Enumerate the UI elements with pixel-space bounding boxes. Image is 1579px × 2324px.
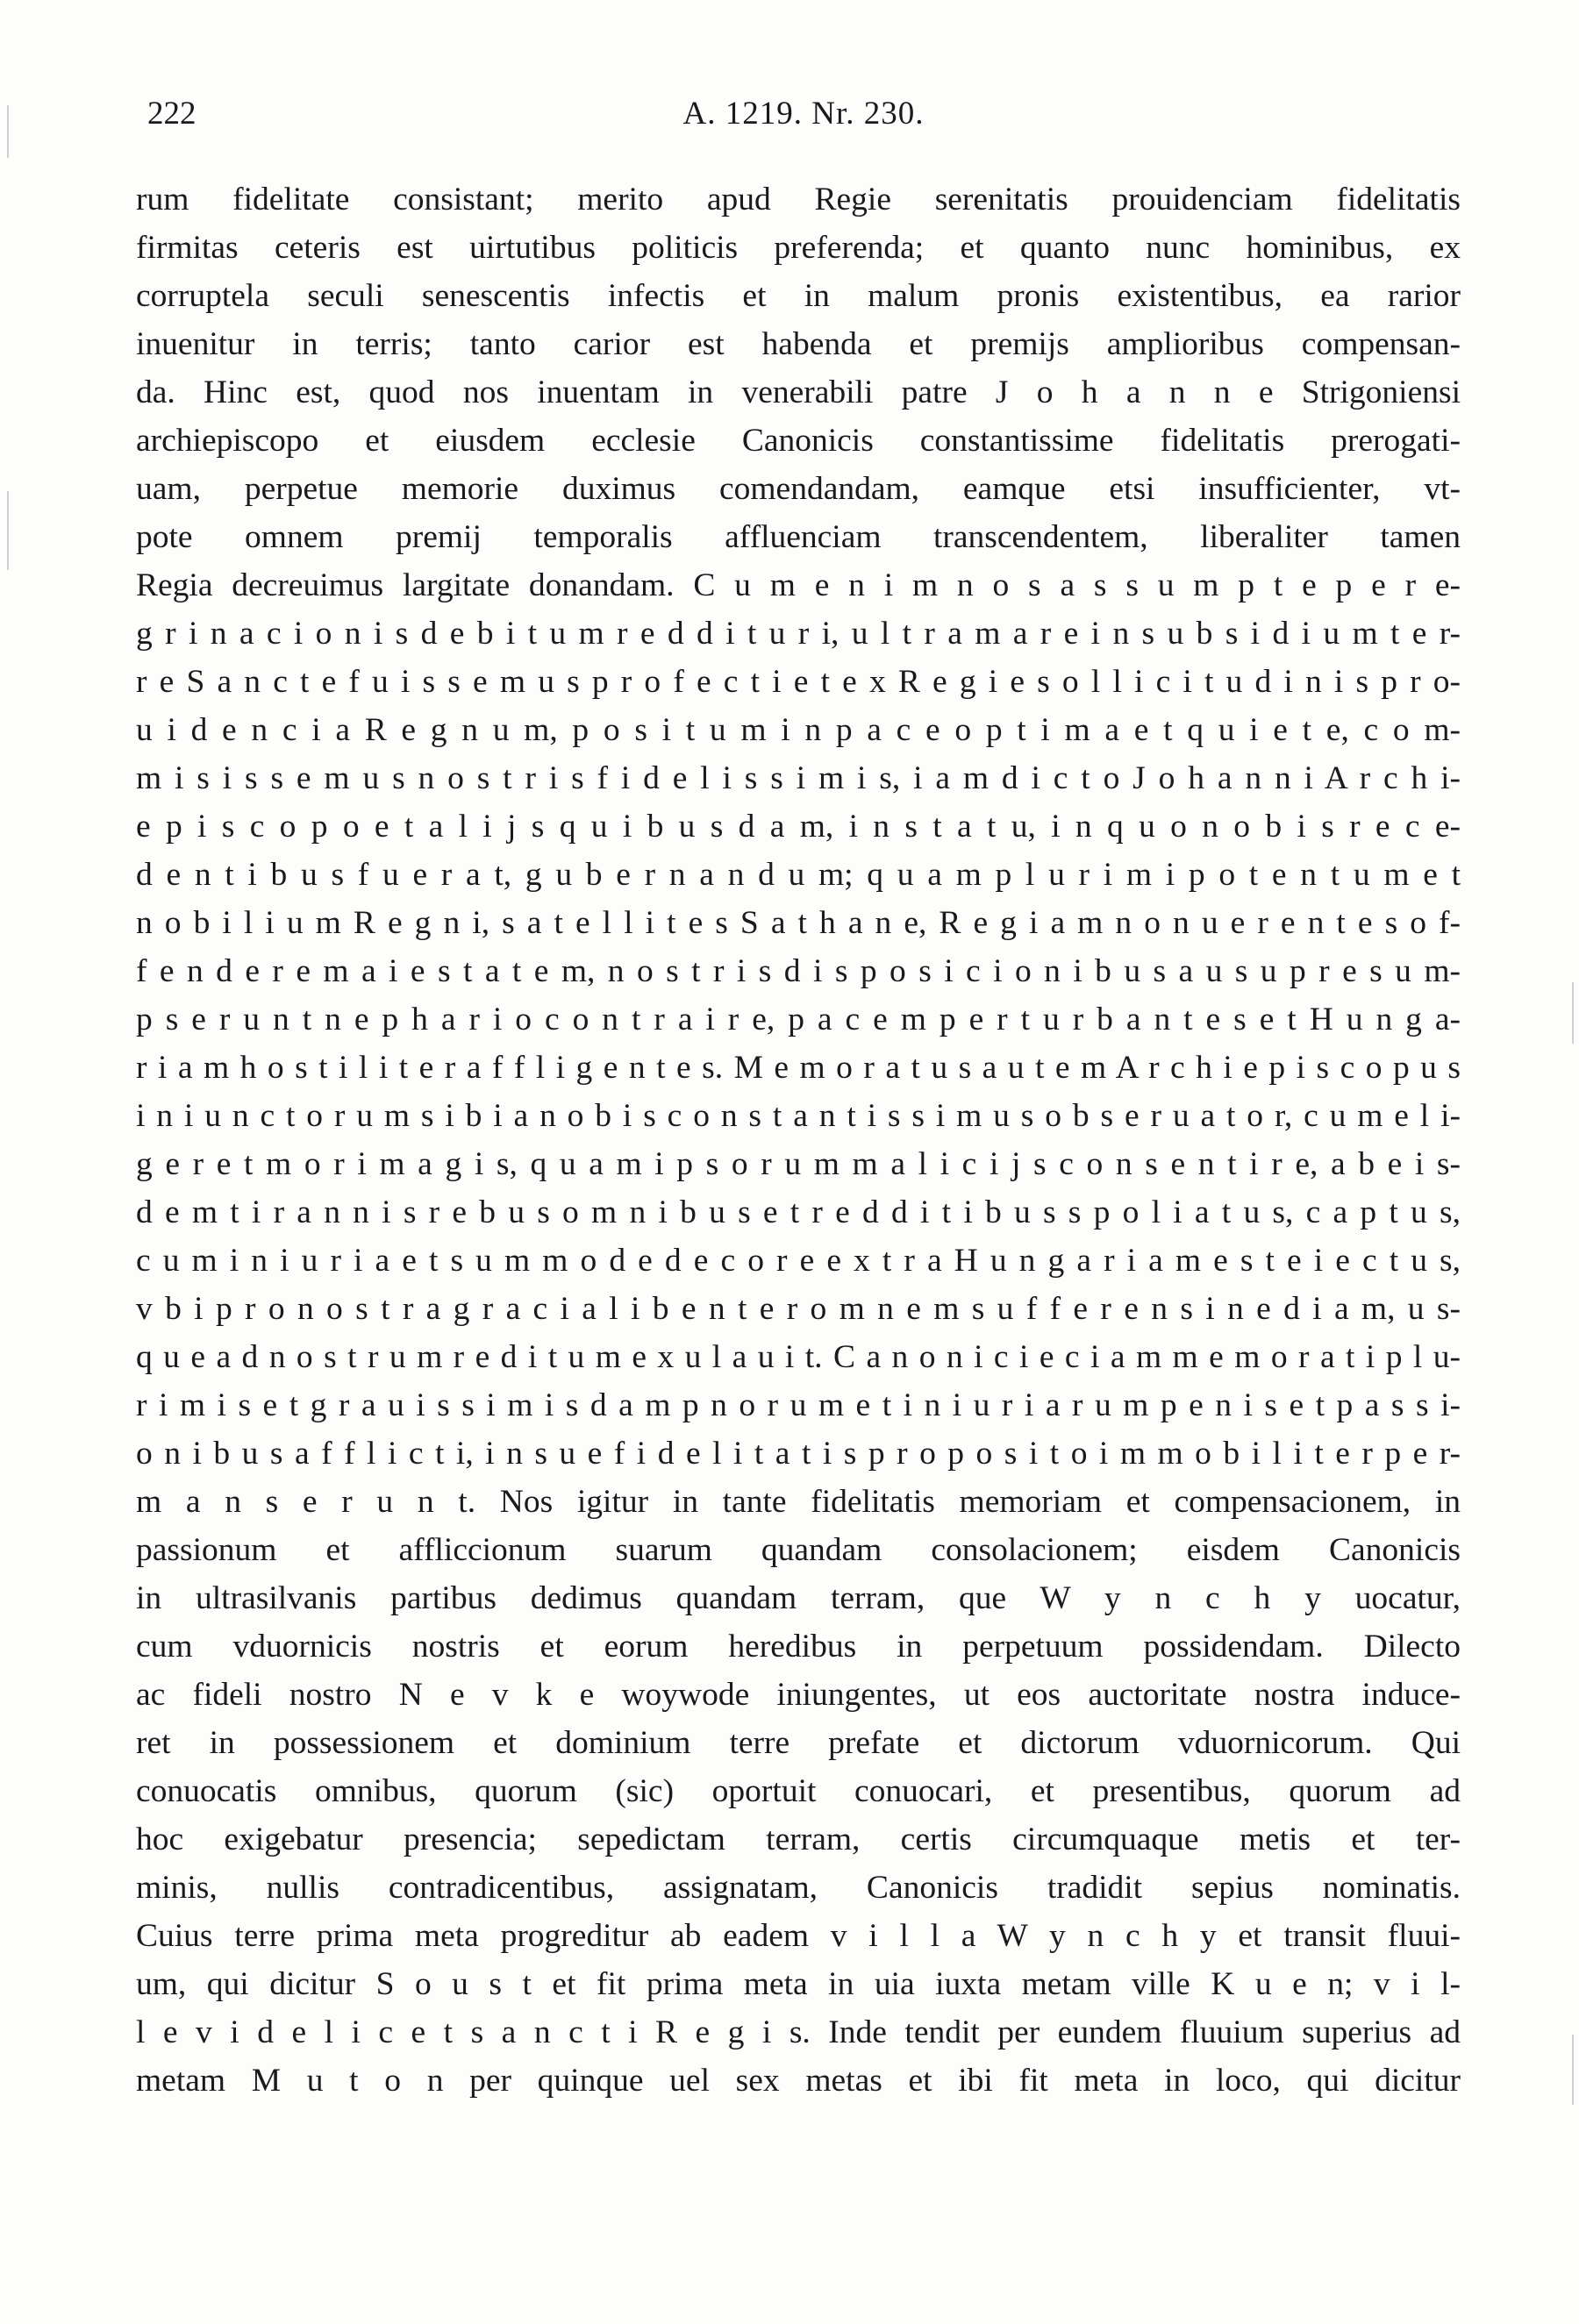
text-line: n o b i l i u m R e g n i, s a t e l l i t e s S a t h a n e, R e g i a m n o n u e r e n t e s o f- [136, 905, 1461, 941]
text-line: ac fideli nostro N e v k e woywode iniungentes, ut eos auctoritate nostra induce- [136, 1677, 1461, 1713]
text-line: uam, perpetue memorie duximus comendandam, eamque etsi insufficienter, vt- [136, 471, 1461, 507]
text-line: d e m t i r a n n i s r e b u s o m n i b u s e t r e d d i t i b u s s p o l i a t u s, c a p t u s, [136, 1194, 1461, 1230]
text-line: u i d e n c i a R e g n u m, p o s i t u m i n p a c e o p t i m a e t q u i e t e, c o m- [136, 712, 1461, 748]
text-line: e p i s c o p o e t a l i j s q u i b u s d a m, i n s t a t u, i n q u o n o b i s r e c e- [136, 809, 1461, 845]
text-line: firmitas ceteris est uirtutibus politicis preferenda; et quanto nunc hominibus, ex [136, 230, 1461, 266]
running-title: A. 1219. Nr. 230. [682, 96, 925, 132]
text-line: metam M u t o n per quinque uel sex metas et ibi fit meta in loco, qui dicitur [136, 2063, 1461, 2099]
text-line: in ultrasilvanis partibus dedimus quandam terram, que W y n c h y uocatur, [136, 1580, 1461, 1616]
text-line: l e v i d e l i c e t s a n c t i R e g i s. Inde tendit per eundem fluuium superius ad [136, 2014, 1461, 2050]
text-line: m i s i s s e m u s n o s t r i s f i d e l i s s i m i s, i a m d i c t o J o h a n n i A r c h i- [136, 760, 1461, 796]
page-number: 222 [147, 96, 196, 132]
text-line: inuenitur in terris; tanto carior est habenda et premijs amplioribus compensan- [136, 326, 1461, 362]
text-line: da. Hinc est, quod nos inuentam in venerabili patre J o h a n n e Strigoniensi [136, 374, 1461, 410]
text-line: ret in possessionem et dominium terre prefate et dictorum vduornicorum. Qui [136, 1725, 1461, 1761]
left-edge-mark [7, 105, 9, 158]
right-edge-mark [1572, 2035, 1574, 2105]
text-line: f e n d e r e m a i e s t a t e m, n o s t r i s d i s p o s i c i o n i b u s a u s u p r e s u m- [136, 953, 1461, 989]
left-edge-mark [7, 491, 9, 570]
text-line: um, qui dicitur S o u s t et fit prima meta in uia iuxta metam ville K u e n; v i l- [136, 1966, 1461, 2002]
text-line: minis, nullis contradicentibus, assignatam, Canonicis tradidit sepius nominatis. [136, 1870, 1461, 1906]
text-line: corruptela seculi senescentis infectis et in malum pronis existentibus, ea rarior [136, 278, 1461, 314]
text-line: Cuius terre prima meta progreditur ab eadem v i l l a W y n c h y et transit fluui- [136, 1918, 1461, 1954]
text-line: pote omnem premij temporalis affluenciam transcendentem, liberaliter tamen [136, 519, 1461, 555]
text-line: hoc exigebatur presencia; sepedictam terram, certis circumquaque metis et ter- [136, 1821, 1461, 1857]
text-line: c u m i n i u r i a e t s u m m o d e d e c o r e e x t r a H u n g a r i a m e s t e i e c t u s, [136, 1243, 1461, 1279]
running-head [147, 88, 1460, 140]
text-line: v b i p r o n o s t r a g r a c i a l i b e n t e r o m n e m s u f f e r e n s i n e d i a m, u s- [136, 1291, 1461, 1327]
body-text [136, 175, 1461, 2105]
text-line: m a n s e r u n t. Nos igitur in tante fidelitatis memoriam et compensacionem, in [136, 1484, 1461, 1520]
text-line: r i m i s e t g r a u i s s i m i s d a m p n o r u m e t i n i u r i a r u m p e n i s e t p a s s i- [136, 1387, 1461, 1423]
right-edge-mark [1572, 982, 1574, 1044]
text-line: passionum et affliccionum suarum quandam consolacionem; eisdem Canonicis [136, 1532, 1461, 1568]
text-line: o n i b u s a f f l i c t i, i n s u e f i d e l i t a t i s p r o p o s i t o i m m o b i l i t e r p e r- [136, 1436, 1461, 1472]
text-line: d e n t i b u s f u e r a t, g u b e r n a n d u m; q u a m p l u r i m i p o t e n t u m e t [136, 857, 1461, 893]
text-line: q u e a d n o s t r u m r e d i t u m e x u l a u i t. C a n o n i c i e c i a m m e m o r a t i p l u- [136, 1339, 1461, 1375]
text-line: conuocatis omnibus, quorum (sic) oportuit conuocari, et presentibus, quorum ad [136, 1773, 1461, 1809]
text-line: g e r e t m o r i m a g i s, q u a m i p s o r u m m a l i c i j s c o n s e n t i r e, a b e i s- [136, 1146, 1461, 1182]
text-line: r e S a n c t e f u i s s e m u s p r o f e c t i e t e x R e g i e s o l l i c i t u d i n i s p r o- [136, 664, 1461, 700]
text-line: i n i u n c t o r u m s i b i a n o b i s c o n s t a n t i s s i m u s o b s e r u a t o r, c u m e l i- [136, 1098, 1461, 1134]
text-line: Regia decreuimus largitate donandam. C u m e n i m n o s a s s u m p t e p e r e- [136, 567, 1461, 603]
text-line: archiepiscopo et eiusdem ecclesie Canonicis constantissime fidelitatis prerogati- [136, 423, 1461, 459]
text-line: cum vduornicis nostris et eorum heredibus in perpetuum possidendam. Dilecto [136, 1629, 1461, 1665]
text-line: r i a m h o s t i l i t e r a f f l i g e n t e s. M e m o r a t u s a u t e m A r c h i e p i s c o p u s [136, 1050, 1461, 1086]
text-line: p s e r u n t n e p h a r i o c o n t r a i r e, p a c e m p e r t u r b a n t e s e t H u n g a- [136, 1002, 1461, 1037]
text-line: rum fidelitate consistant; merito apud Regie serenitatis prouidenciam fidelitatis [136, 182, 1461, 217]
text-line: g r i n a c i o n i s d e b i t u m r e d d i t u r i, u l t r a m a r e i n s u b s i d i u m t e r- [136, 616, 1461, 652]
